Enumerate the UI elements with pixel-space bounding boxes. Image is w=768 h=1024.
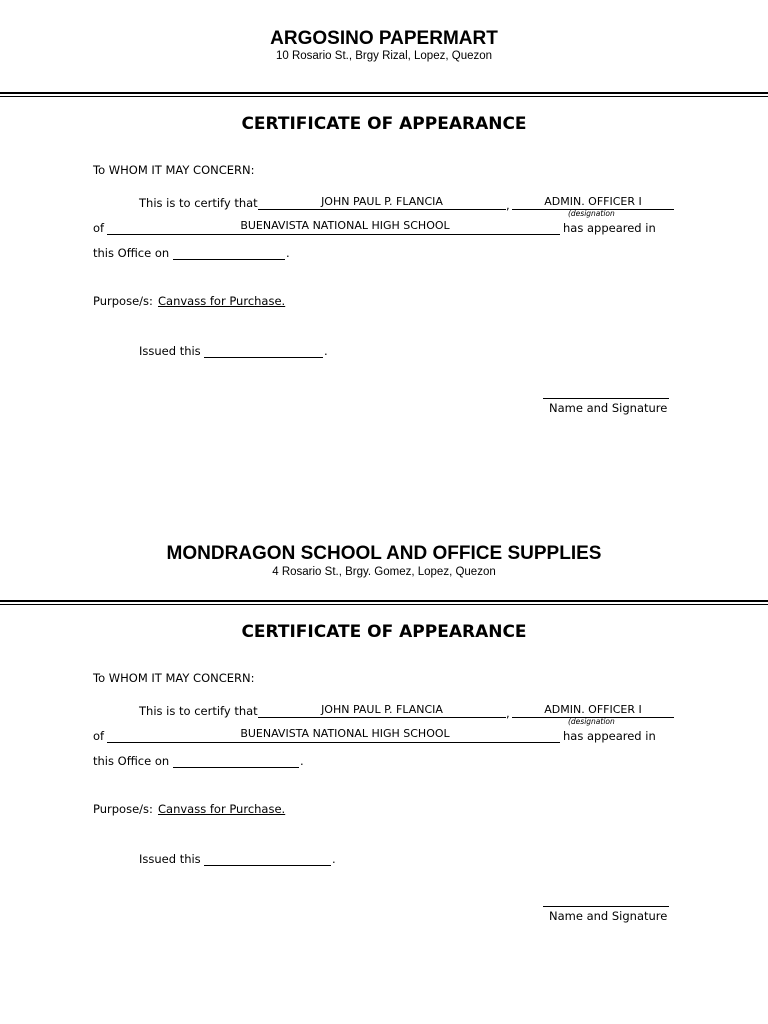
certificate-2	[0, 508, 768, 1016]
period: .	[332, 852, 336, 866]
issued-date-line	[204, 865, 331, 866]
header-rule-thin	[0, 96, 768, 97]
comma: ,	[506, 198, 510, 212]
issued-date-line	[204, 357, 323, 358]
purpose-value: Canvass for Purchase.	[158, 294, 286, 308]
signature-label: Name and Signature	[549, 401, 668, 415]
company-name: ARGOSINO PAPERMART	[270, 28, 498, 49]
signature-line	[543, 906, 669, 907]
comma: ,	[506, 706, 510, 720]
company-address: 4 Rosario St., Brgy. Gomez, Lopez, Quezon	[272, 566, 496, 578]
designation-hint: (designation	[568, 717, 615, 726]
of-label: of	[93, 729, 105, 743]
purpose-label: Purpose/s:	[93, 802, 153, 816]
school-line	[107, 234, 560, 235]
office-date-line	[173, 767, 299, 768]
school-name: BUENAVISTA NATIONAL HIGH SCHOOL	[240, 219, 450, 232]
designation-value: ADMIN. OFFICER I	[544, 703, 642, 716]
school-name: BUENAVISTA NATIONAL HIGH SCHOOL	[240, 727, 450, 740]
issued-label: Issued this	[139, 852, 201, 866]
header-rule-thick	[0, 92, 768, 94]
designation-hint: (designation	[568, 209, 615, 218]
certify-prefix: This is to certify that	[139, 704, 258, 718]
company-name: MONDRAGON SCHOOL AND OFFICE SUPPLIES	[166, 543, 602, 564]
office-on-label: this Office on	[93, 754, 170, 768]
header-rule-thin	[0, 604, 768, 605]
period: .	[300, 754, 304, 768]
school-line	[107, 742, 560, 743]
name-line	[258, 209, 506, 210]
certificate-title: CERTIFICATE OF APPEARANCE	[241, 114, 527, 134]
certificate-1	[0, 0, 768, 508]
period: .	[324, 344, 328, 358]
purpose-label: Purpose/s:	[93, 294, 153, 308]
office-date-line	[173, 259, 285, 260]
period: .	[286, 246, 290, 260]
purpose-value: Canvass for Purchase.	[158, 802, 286, 816]
header-rule-thick	[0, 600, 768, 602]
name-line	[258, 717, 506, 718]
certify-prefix: This is to certify that	[139, 196, 258, 210]
issued-label: Issued this	[139, 344, 201, 358]
office-on-label: this Office on	[93, 246, 170, 260]
certified-name: JOHN PAUL P. FLANCIA	[321, 703, 443, 716]
salutation: To WHOM IT MAY CONCERN:	[93, 671, 255, 685]
salutation: To WHOM IT MAY CONCERN:	[93, 163, 255, 177]
appeared-text: has appeared in	[563, 729, 656, 743]
of-label: of	[93, 221, 105, 235]
certified-name: JOHN PAUL P. FLANCIA	[321, 195, 443, 208]
designation-value: ADMIN. OFFICER I	[544, 195, 642, 208]
certificate-title: CERTIFICATE OF APPEARANCE	[241, 622, 527, 642]
appeared-text: has appeared in	[563, 221, 656, 235]
signature-line	[543, 398, 669, 399]
signature-label: Name and Signature	[549, 909, 668, 923]
company-address: 10 Rosario St., Brgy Rizal, Lopez, Quezon	[275, 50, 493, 62]
